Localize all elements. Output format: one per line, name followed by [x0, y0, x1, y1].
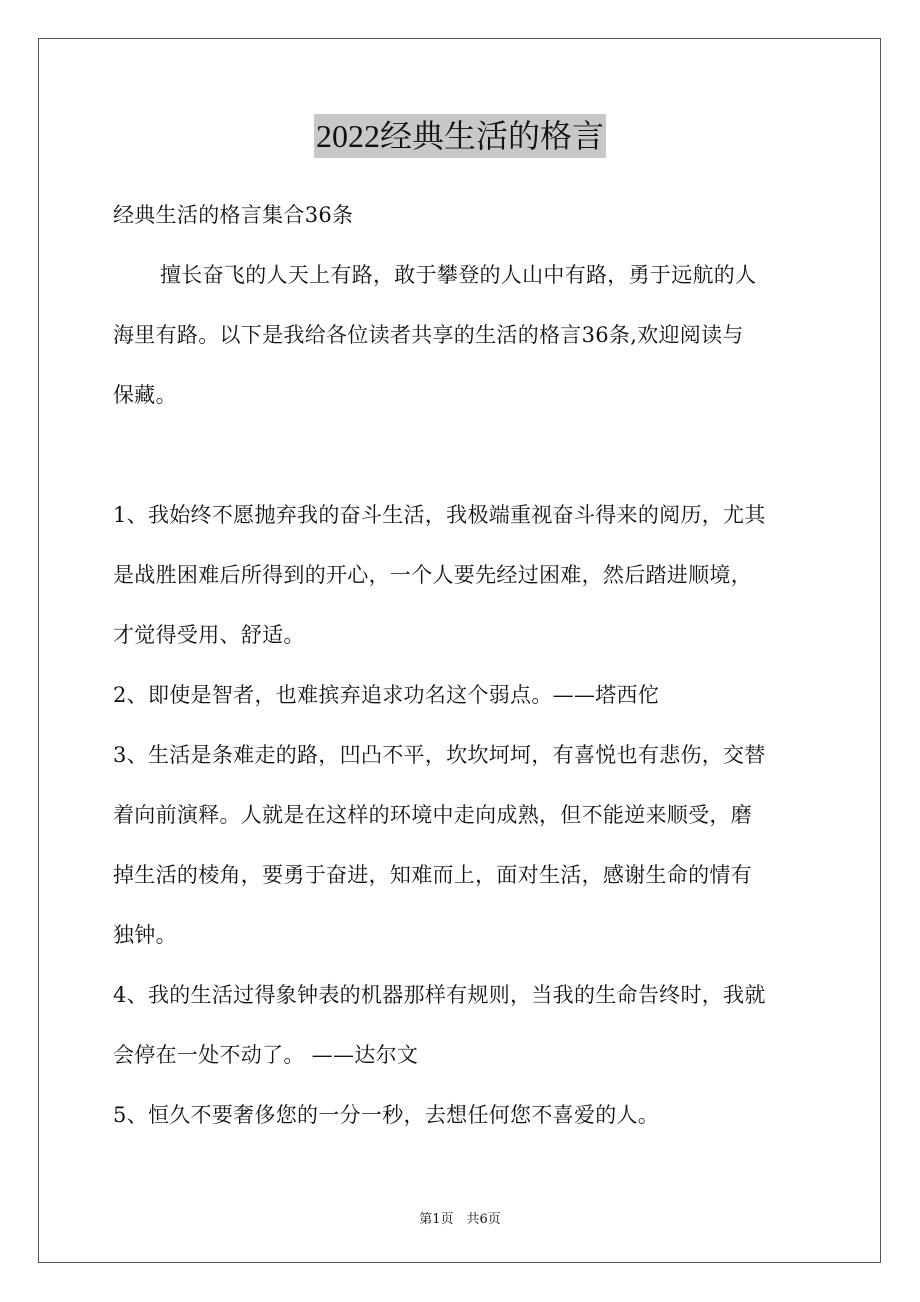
quote-line: 4、我的生活过得象钟表的机器那样有规则，当我的生命告终时，我就 — [113, 983, 766, 1007]
intro-line: 擅长奋飞的人天上有路，敢于攀登的人山中有路，勇于远航的人 — [160, 263, 757, 287]
quote-line: 掉生活的棱角，要勇于奋进，知难而上，面对生活，感谢生命的情有 — [113, 863, 752, 887]
quote-line: 2、即使是智者，也难摈弃追求功名这个弱点。——塔西佗 — [113, 683, 660, 707]
intro-line: 保藏。 — [113, 383, 177, 407]
quote-line: 会停在一处不动了。 ——达尔文 — [113, 1043, 419, 1067]
quote-list — [113, 485, 813, 1145]
intro-line: 海里有路。以下是我给各位读者共享的生活的格言36条,欢迎阅读与 — [113, 323, 744, 347]
title-container — [0, 114, 920, 158]
blank-line — [113, 425, 813, 485]
quote-line: 3、生活是条难走的路，凹凸不平，坎坎坷坷，有喜悦也有悲伤，交替 — [113, 743, 766, 767]
quote-item — [113, 485, 813, 665]
document-body — [113, 185, 813, 1145]
page-footer: 第1页 共6页 — [419, 1212, 501, 1227]
quote-item — [113, 725, 813, 965]
quote-item — [113, 665, 813, 725]
quote-line: 才觉得受用、舒适。 — [113, 623, 305, 647]
quote-item — [113, 965, 813, 1085]
quote-line: 独钟。 — [113, 923, 177, 947]
quote-line: 5、恒久不要奢侈您的一分一秒，去想任何您不喜爱的人。 — [113, 1103, 660, 1127]
quote-line: 着向前演释。人就是在这样的环境中走向成熟，但不能逆来顺受，磨 — [113, 803, 752, 827]
quote-line: 1、我始终不愿抛弃我的奋斗生活，我极端重视奋斗得来的阅历，尤其 — [113, 503, 766, 527]
document-title: 2022经典生活的格言 — [314, 114, 606, 158]
subtitle: 经典生活的格言集合36条 — [113, 203, 354, 227]
quote-line: 是战胜困难后所得到的开心，一个人要先经过困难，然后踏进顺境， — [113, 563, 752, 587]
quote-item — [113, 1085, 813, 1145]
